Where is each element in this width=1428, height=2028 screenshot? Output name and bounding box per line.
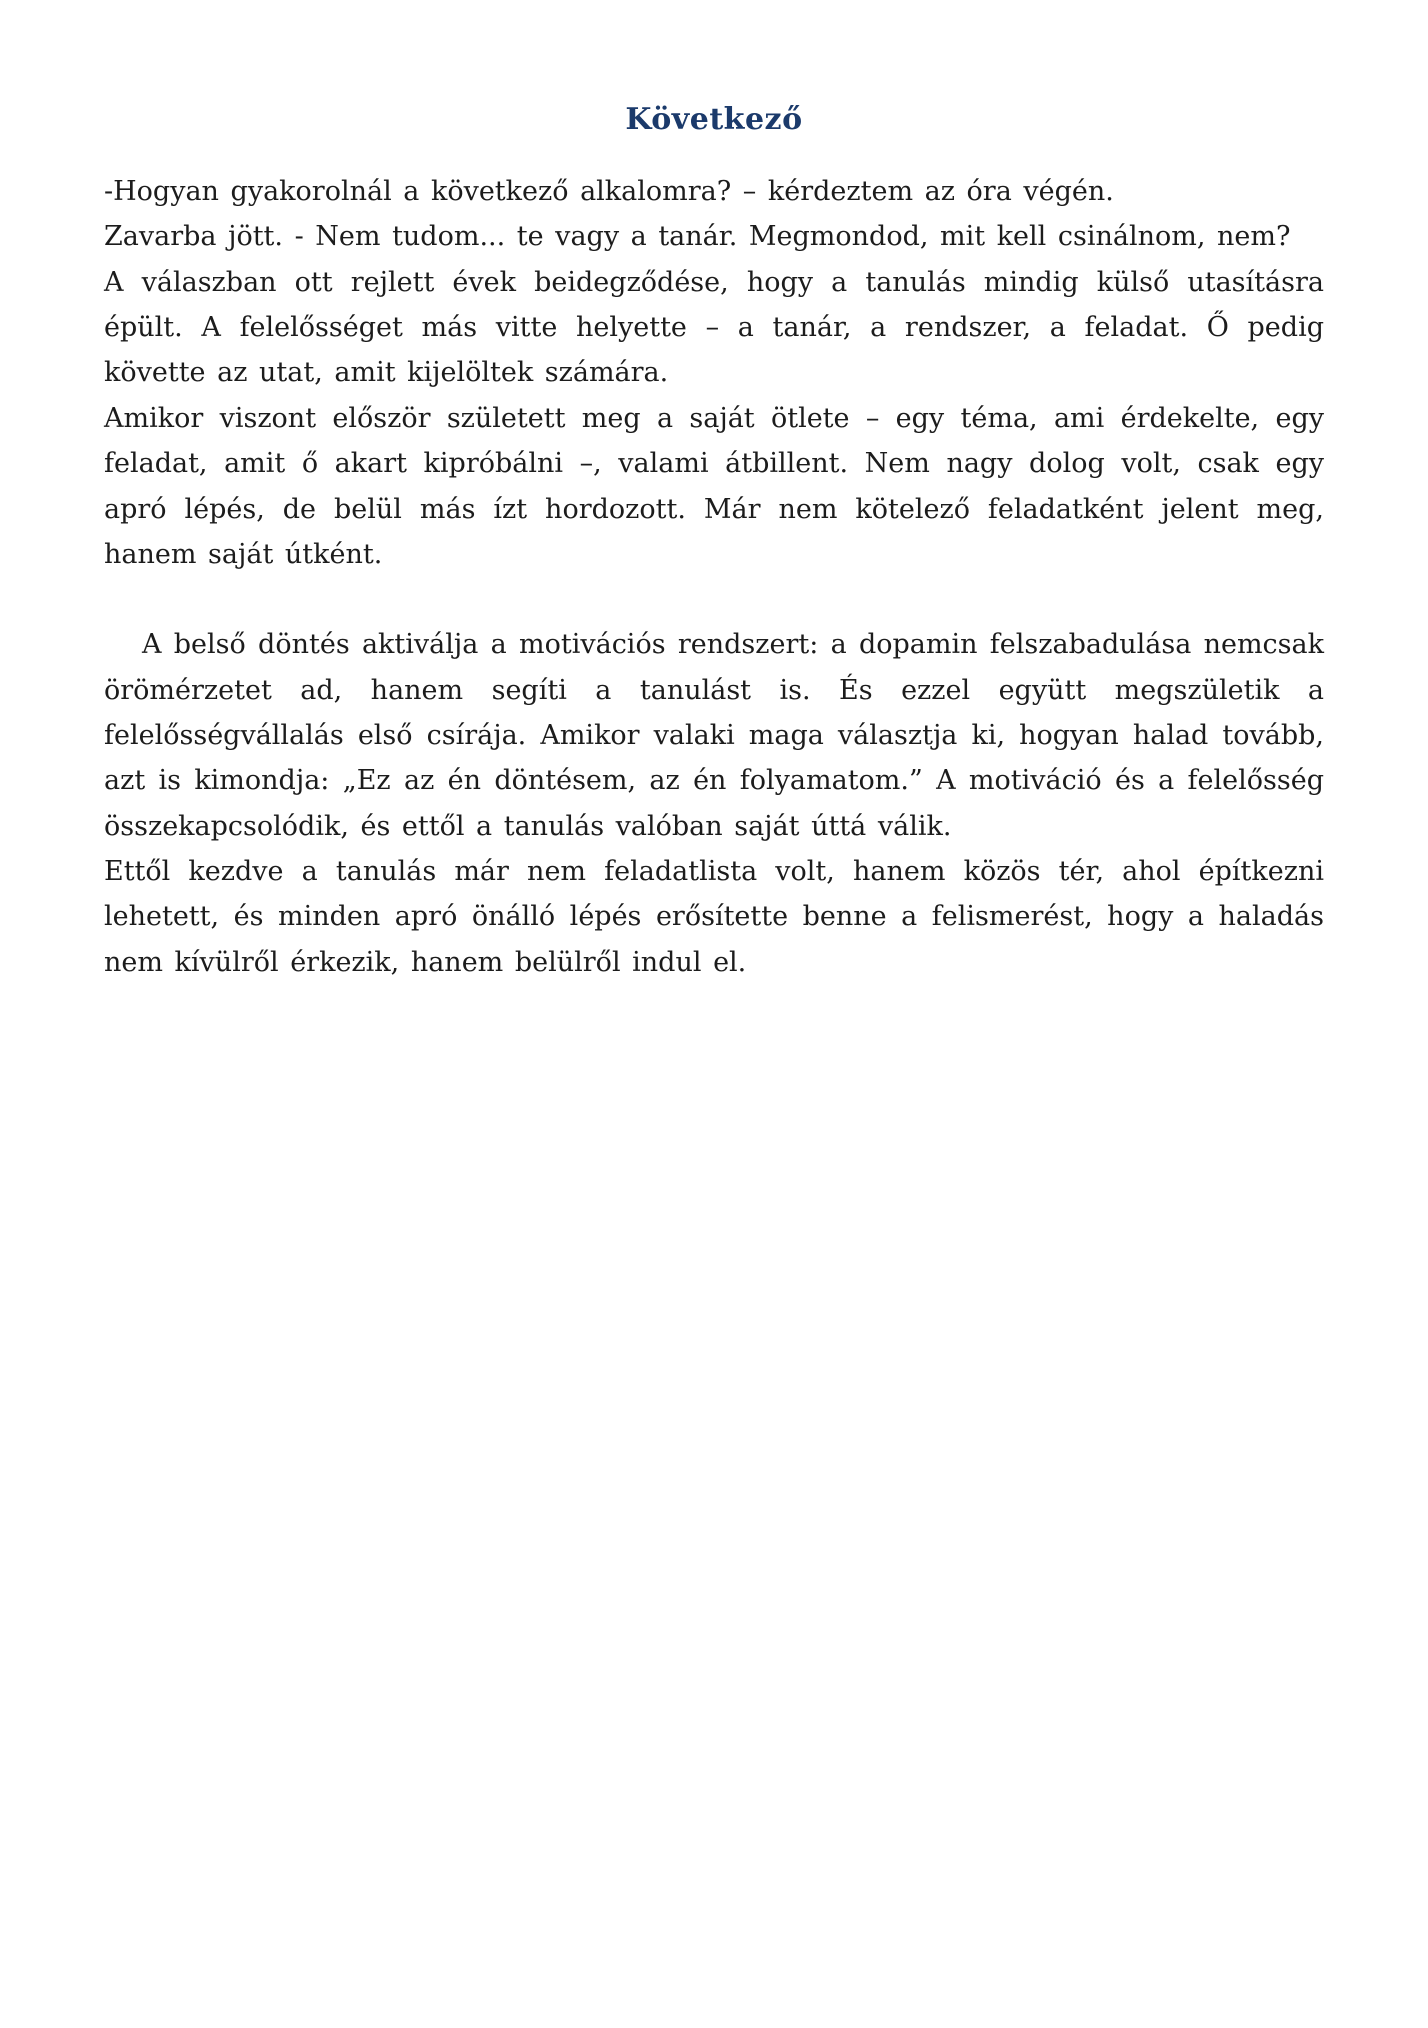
paragraph: Zavarba jött. - Nem tudom... te vagy a tanár. Megmondod, mit kell csinálnom, nem? [104,221,1291,253]
paragraph: A válaszban ott rejlett évek beidegződése, hogy a tanulás mindig külső utasításra épült. A felelősséget más vitte helyette – a tanár, a rendszer, a feladat. Ő pedig követte az utat, amit kijelöltek számára. [104,266,1324,389]
document-title: Következő [625,102,803,137]
paragraph: -Hogyan gyakorolnál a következő alkalomra? – kérdeztem az óra végén. [104,176,1114,207]
paragraph: Ettől kezdve a tanulás már nem feladatlista volt, hanem közös tér, ahol építkezni lehetett, és minden apró önálló lépés erősítette benne a felismerést, hogy a haladás nem kívülről érkezik, hanem belülről indul el. [104,856,1324,978]
document-body [104,169,1324,985]
paragraph: Amikor viszont először született meg a saját ötlete – egy téma, ami érdekelte, egy feladat, amit ő akart kipróbálni –, valami átbillent. Nem nagy dolog volt, csak egy apró lépés, de belül más ízt hordozott. Már nem kötelező feladatként jelent meg, hanem saját útként. [104,402,1324,570]
paragraph: A belső döntés aktiválja a motivációs rendszert: a dopamin felszabadulása nemcsak örömérzetet ad, hanem segíti a tanulást is. És ezzel együtt megszületik a felelősségvállalás első csírája. Amikor valaki maga választja ki, hogyan halad tovább, azt is kimondja: „Ez az én döntésem, az én folyamatom.” A motiváció és a felelősség összekapcsolódik, és ettől a tanulás valóban saját úttá válik. [104,629,1324,842]
